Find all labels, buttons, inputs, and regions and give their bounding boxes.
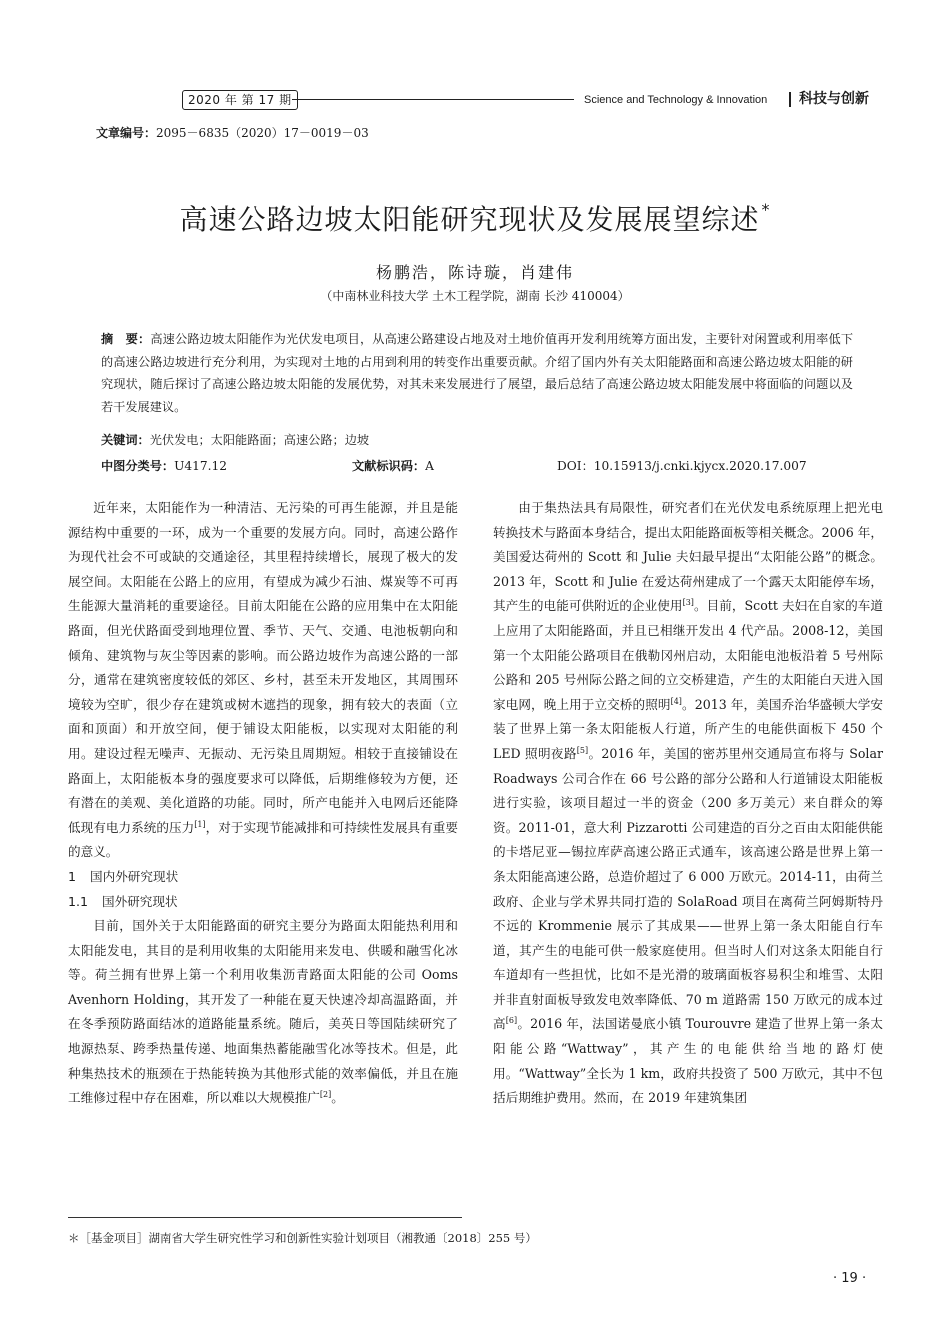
- classification-number: [101, 455, 227, 477]
- affiliation: （中南林业科技大学 土木工程学院，湖南 长沙 410004）: [320, 289, 630, 303]
- body-text: 。2016 年，法国诺曼底小镇 Tourouvre 建造了世界上第一条太阳能公路“Wattway”，其产生的电能供给当地的路灯使用。“Wattway”全长为 1 km，政府共投资了 500 万欧元，其中不包括后期维护费用。然而，在 2019 年建筑集团: [493, 1016, 883, 1106]
- citation-ref: [2]: [319, 1090, 332, 1100]
- section-heading-1: [68, 865, 458, 890]
- journal-name-cn: 科技与创新: [799, 91, 869, 107]
- citation-ref: [1]: [194, 819, 206, 829]
- citation-ref: [4]: [670, 696, 682, 706]
- citation-ref: [5]: [576, 745, 589, 755]
- article-number-label: 文章编号：: [96, 126, 157, 140]
- subsection-title: 国外研究现状: [102, 893, 178, 909]
- document-code-label: 文献标识码：: [352, 459, 426, 473]
- section-title: 国内外研究现状: [90, 868, 179, 884]
- body-text: 。目前，Scott 夫妇在自家的车道上应用了太阳能路面，并且已相继开发出 4 代产品。2008-12，美国第一个太阳能公路项目在俄勒冈州启动，太阳能电池板沿着 5 号州际公路和 205 号州际公路之间的立交桥建造，产生的太阳能白天进入国家电网，晚上用于立交桥的照明: [493, 598, 884, 712]
- page-number: · 19 ·: [833, 1271, 867, 1286]
- paper-title: [0, 198, 950, 238]
- intro-text: 近年来，太阳能作为一种清洁、无污染的可再生能源，并且是能源结构中重要的一环，成为一个重要的发展方向。同时，高速公路作为现代社会不可或缺的交通途径，其里程持续增长，展现了极大的发展空间。太阳能在公路上的应用，有望成为减少石油、煤炭等不可再生能源大量消耗的重要途径。目前太阳能在公路的应用集中在太阳能路面，但光伏路面受到地理位置、季节、天气、交通、电池板朝向和倾角、建筑物与灰尘等因素的影响。而公路边坡作为高速公路的一部分，通常在建筑密度较低的郊区、乡村，甚至未开发地区，其周围环境较为空旷，很少存在建筑或树木遮挡的现象，拥有较大的表面（立面和顶面）和开放空间，便于铺设太阳能板，以实现对太阳能的利用。建设过程无噪声、无振动、无污染且周期短。相较于直接铺设在路面上，太阳能板本身的强度要求可以降低，后期维修较为方便，还有潜在的美观、美化道路的功能。同时，所产电能并入电网后还能降低现有电力系统的压力: [68, 500, 458, 835]
- keywords-value: 光伏发电；太阳能路面；高速公路；边坡: [149, 433, 370, 447]
- intro-paragraph: [68, 496, 458, 865]
- article-number-value: 2095－6835（2020）17－0019－03: [156, 126, 369, 140]
- abstract-text: 高速公路边坡太阳能作为光伏发电项目，从高速公路建设占地及对土地价值再开发利用统筹方面出发，主要针对闲置或利用率低下的高速公路边坡进行充分利用，为实现对土地的占用到利用的转变作出重要贡献。介绍了国内外有关太阳能路面和高速公路边坡太阳能的研究现状，随后探讨了高速公路边坡太阳能的发展优势，对其未来发展进行了展望，最后总结了高速公路边坡太阳能发展中将面临的问题以及若干发展建议。: [101, 332, 854, 414]
- keywords-label: 关键词：: [101, 433, 150, 447]
- section-number: 1: [68, 868, 77, 884]
- funding-footnote: ＊［基金项目］湖南省大学生研究性学习和创新性实验计划项目（湘教通〔2018〕255 号）: [68, 1231, 537, 1245]
- doi-label: DOI：: [557, 459, 594, 473]
- title-footnote-mark: *: [761, 200, 771, 219]
- doi-value: 10.15913/j.cnki.kjycx.2020.17.007: [593, 459, 807, 473]
- authors: 杨鹏浩，陈诗璇，肖建伟: [375, 263, 574, 282]
- citation-ref: [6]: [505, 1016, 518, 1026]
- document-code: [352, 455, 434, 477]
- classification-value: U417.12: [174, 459, 228, 473]
- foreign-research-tail: 。: [331, 1090, 344, 1106]
- footnote-rule: [68, 1217, 462, 1218]
- section-heading-1-1: [68, 890, 458, 915]
- article-number: [96, 124, 369, 141]
- doi: [557, 455, 807, 477]
- keywords: [101, 429, 369, 451]
- header-separator: [789, 92, 791, 107]
- subsection-number: 1.1: [68, 893, 89, 909]
- journal-name-en: Science and Technology & Innovation: [584, 94, 768, 106]
- solar-road-paragraph: [493, 496, 883, 1111]
- left-column: [68, 496, 458, 1111]
- classification-label: 中图分类号：: [101, 459, 175, 473]
- intro-text-tail: ，对于实现节能减排和可持续性发展具有重要的意义。: [68, 819, 459, 860]
- body-text: 由于集热法具有局限性，研究者们在光伏发电系统原理上把光电转换技术与路面本身结合，提出太阳能路面板等相关概念。2006 年，美国爱达荷州的 Scott 和 Julie 夫妇最早提出“太阳能公路”的概念。2013 年，Scott 和 Julie 在爱达荷州建成了一个露天太阳能停车场，其产生的电能可供附近的企业使用: [493, 500, 883, 614]
- document-code-value: A: [425, 459, 434, 473]
- header-rule: [292, 99, 574, 100]
- abstract-label: 摘 要：: [101, 332, 151, 346]
- paper-title-text: 高速公路边坡太阳能研究现状及发展展望综述: [179, 203, 760, 236]
- abstract: [101, 328, 853, 418]
- citation-ref: [3]: [682, 598, 694, 608]
- right-column: [493, 496, 883, 1111]
- body-text: 。2013 年，美国乔治华盛顿大学安装了世界上第一条太阳能板人行道，所产生的电能供面板下 450 个 LED 照明夜路: [493, 696, 883, 761]
- foreign-research-text: 目前，国外关于太阳能路面的研究主要分为路面太阳能热利用和太阳能发电，其目的是利用收集的太阳能用来发电、供暖和融雪化冰等。荷兰拥有世界上第一个利用收集沥青路面太阳能的公司 Ooms Avenhorn Holding，其开发了一种能在夏天快速冷却高温路面，并在冬季预防路面结冰的道路能量系统。随后，美英日等国陆续研究了地源热泵、跨季热量传递、地面集热蓄能融雪化冰等技术。但是，此种集热技术的瓶颈在于热能转换为其他形式能的效率偏低，并且在施工维修过程中存在困难，所以难以大规模推广: [68, 918, 458, 1106]
- foreign-research-paragraph: [68, 914, 458, 1111]
- body-text: 。2016 年，美国的密苏里州交通局宣布将与 Solar Roadways 公司合作在 66 号公路的部分公路和人行道铺设太阳能板进行实验，该项目超过一半的资金（200 多万美元）来自群众的筹资。2011-01，意大利 Pizzarotti 公司建造的百分之百由太阳能供能的卡塔尼亚—锡拉库萨高速公路正式通车，该高速公路是世界上第一条太阳能高速公路，总造价超过了 6 000 万欧元。2014-11，由荷兰政府、企业与学术界共同打造的 SolaRoad 项目在离荷兰阿姆斯特丹不远的 Krommenie 展示了其成果——世界上第一条太阳能自行车道，其产生的电能可供一般家庭使用。但当时人们对这条太阳能自行车道却有一些担忧，比如不是光滑的玻璃面板容易积尘和堆雪、太阳并非直射面板导致发电效率降低、70 m 道路需 150 万欧元的成本过高: [493, 745, 883, 1032]
- issue-label: 2020 年 第 17 期: [182, 90, 298, 110]
